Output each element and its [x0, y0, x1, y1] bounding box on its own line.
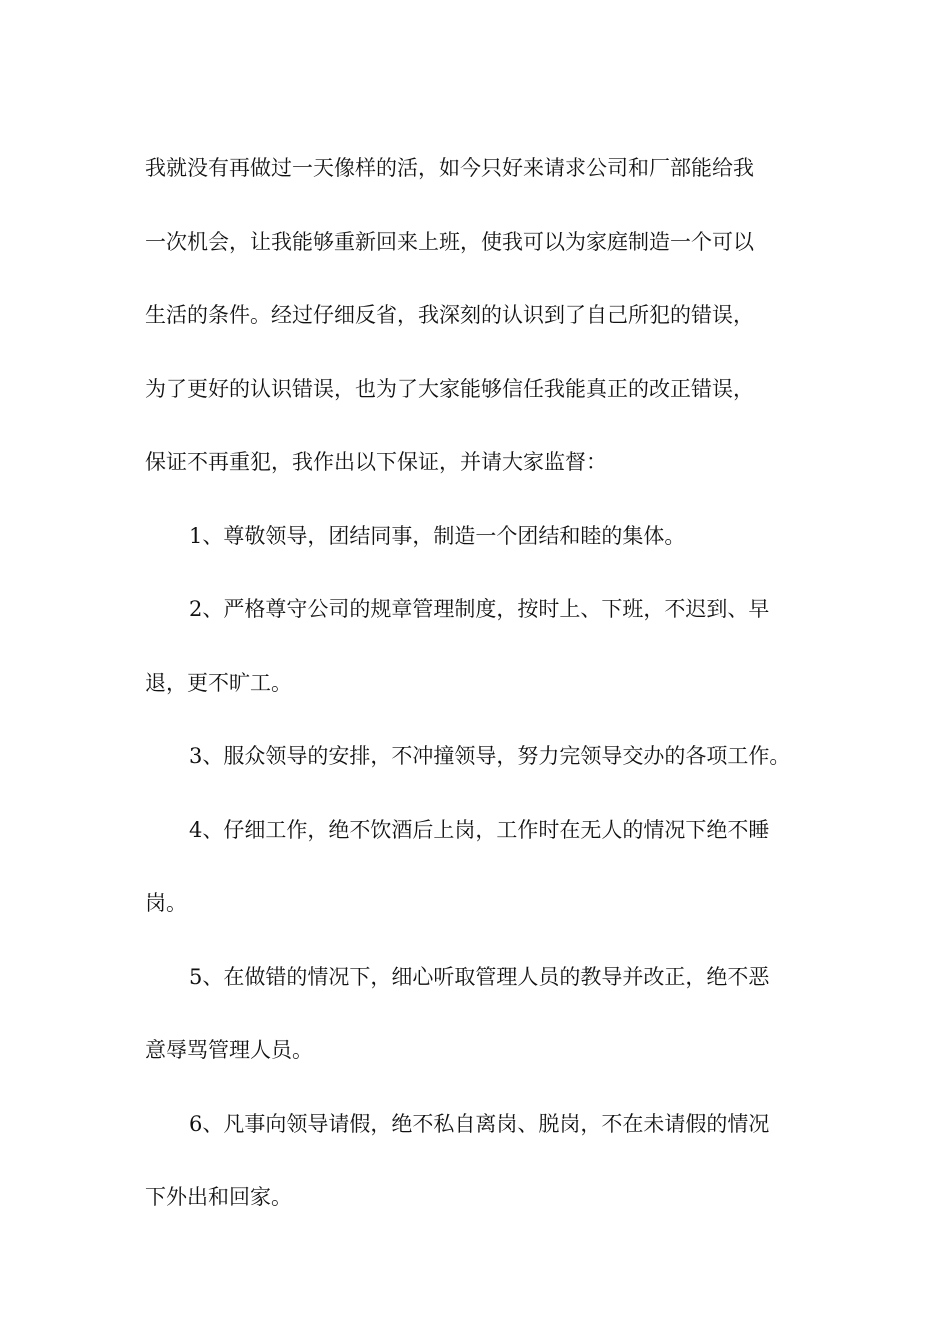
- pledge-item-4: 4、仔细工作，绝不饮酒后上岗，工作时在无人的情况下绝不睡: [189, 817, 770, 842]
- pledge-item-2: 2、严格尊守公司的规章管理制度，按时上、下班，不迟到、早: [189, 597, 770, 621]
- body-line: 生活的条件。经过仔细反省，我深刻的认识到了自己所犯的错误，: [145, 303, 754, 327]
- body-line: 我就没有再做过一天像样的活，如今只好来请求公司和厂部能给我: [145, 156, 754, 180]
- pledge-item-5-continuation: 意辱骂管理人员。: [145, 1038, 313, 1062]
- document-body: [145, 132, 825, 1235]
- pledge-item-1: 1、尊敬领导，团结同事，制造一个团结和睦的集体。: [189, 523, 686, 548]
- pledge-item-5: 5、在做错的情况下，细心听取管理人员的教导并改正，绝不恶: [189, 964, 770, 989]
- body-line: 一次机会，让我能够重新回来上班，使我可以为家庭制造一个可以: [145, 229, 754, 254]
- pledge-item-2-continuation: 退，更不旷工。: [145, 670, 292, 695]
- body-line: 为了更好的认识错误，也为了大家能够信任我能真正的改正错误，: [145, 376, 754, 401]
- pledge-item-6: 6、凡事向领导请假，绝不私自离岗、脱岗，不在未请假的情况: [189, 1111, 770, 1136]
- pledge-item-4-continuation: 岗。: [145, 891, 187, 915]
- pledge-item-6-continuation: 下外出和回家。: [145, 1185, 292, 1209]
- body-line: 保证不再重犯，我作出以下保证，并请大家监督：: [145, 450, 607, 474]
- pledge-item-3: 3、服众领导的安排，不冲撞领导，努力完领导交办的各项工作。: [189, 744, 791, 768]
